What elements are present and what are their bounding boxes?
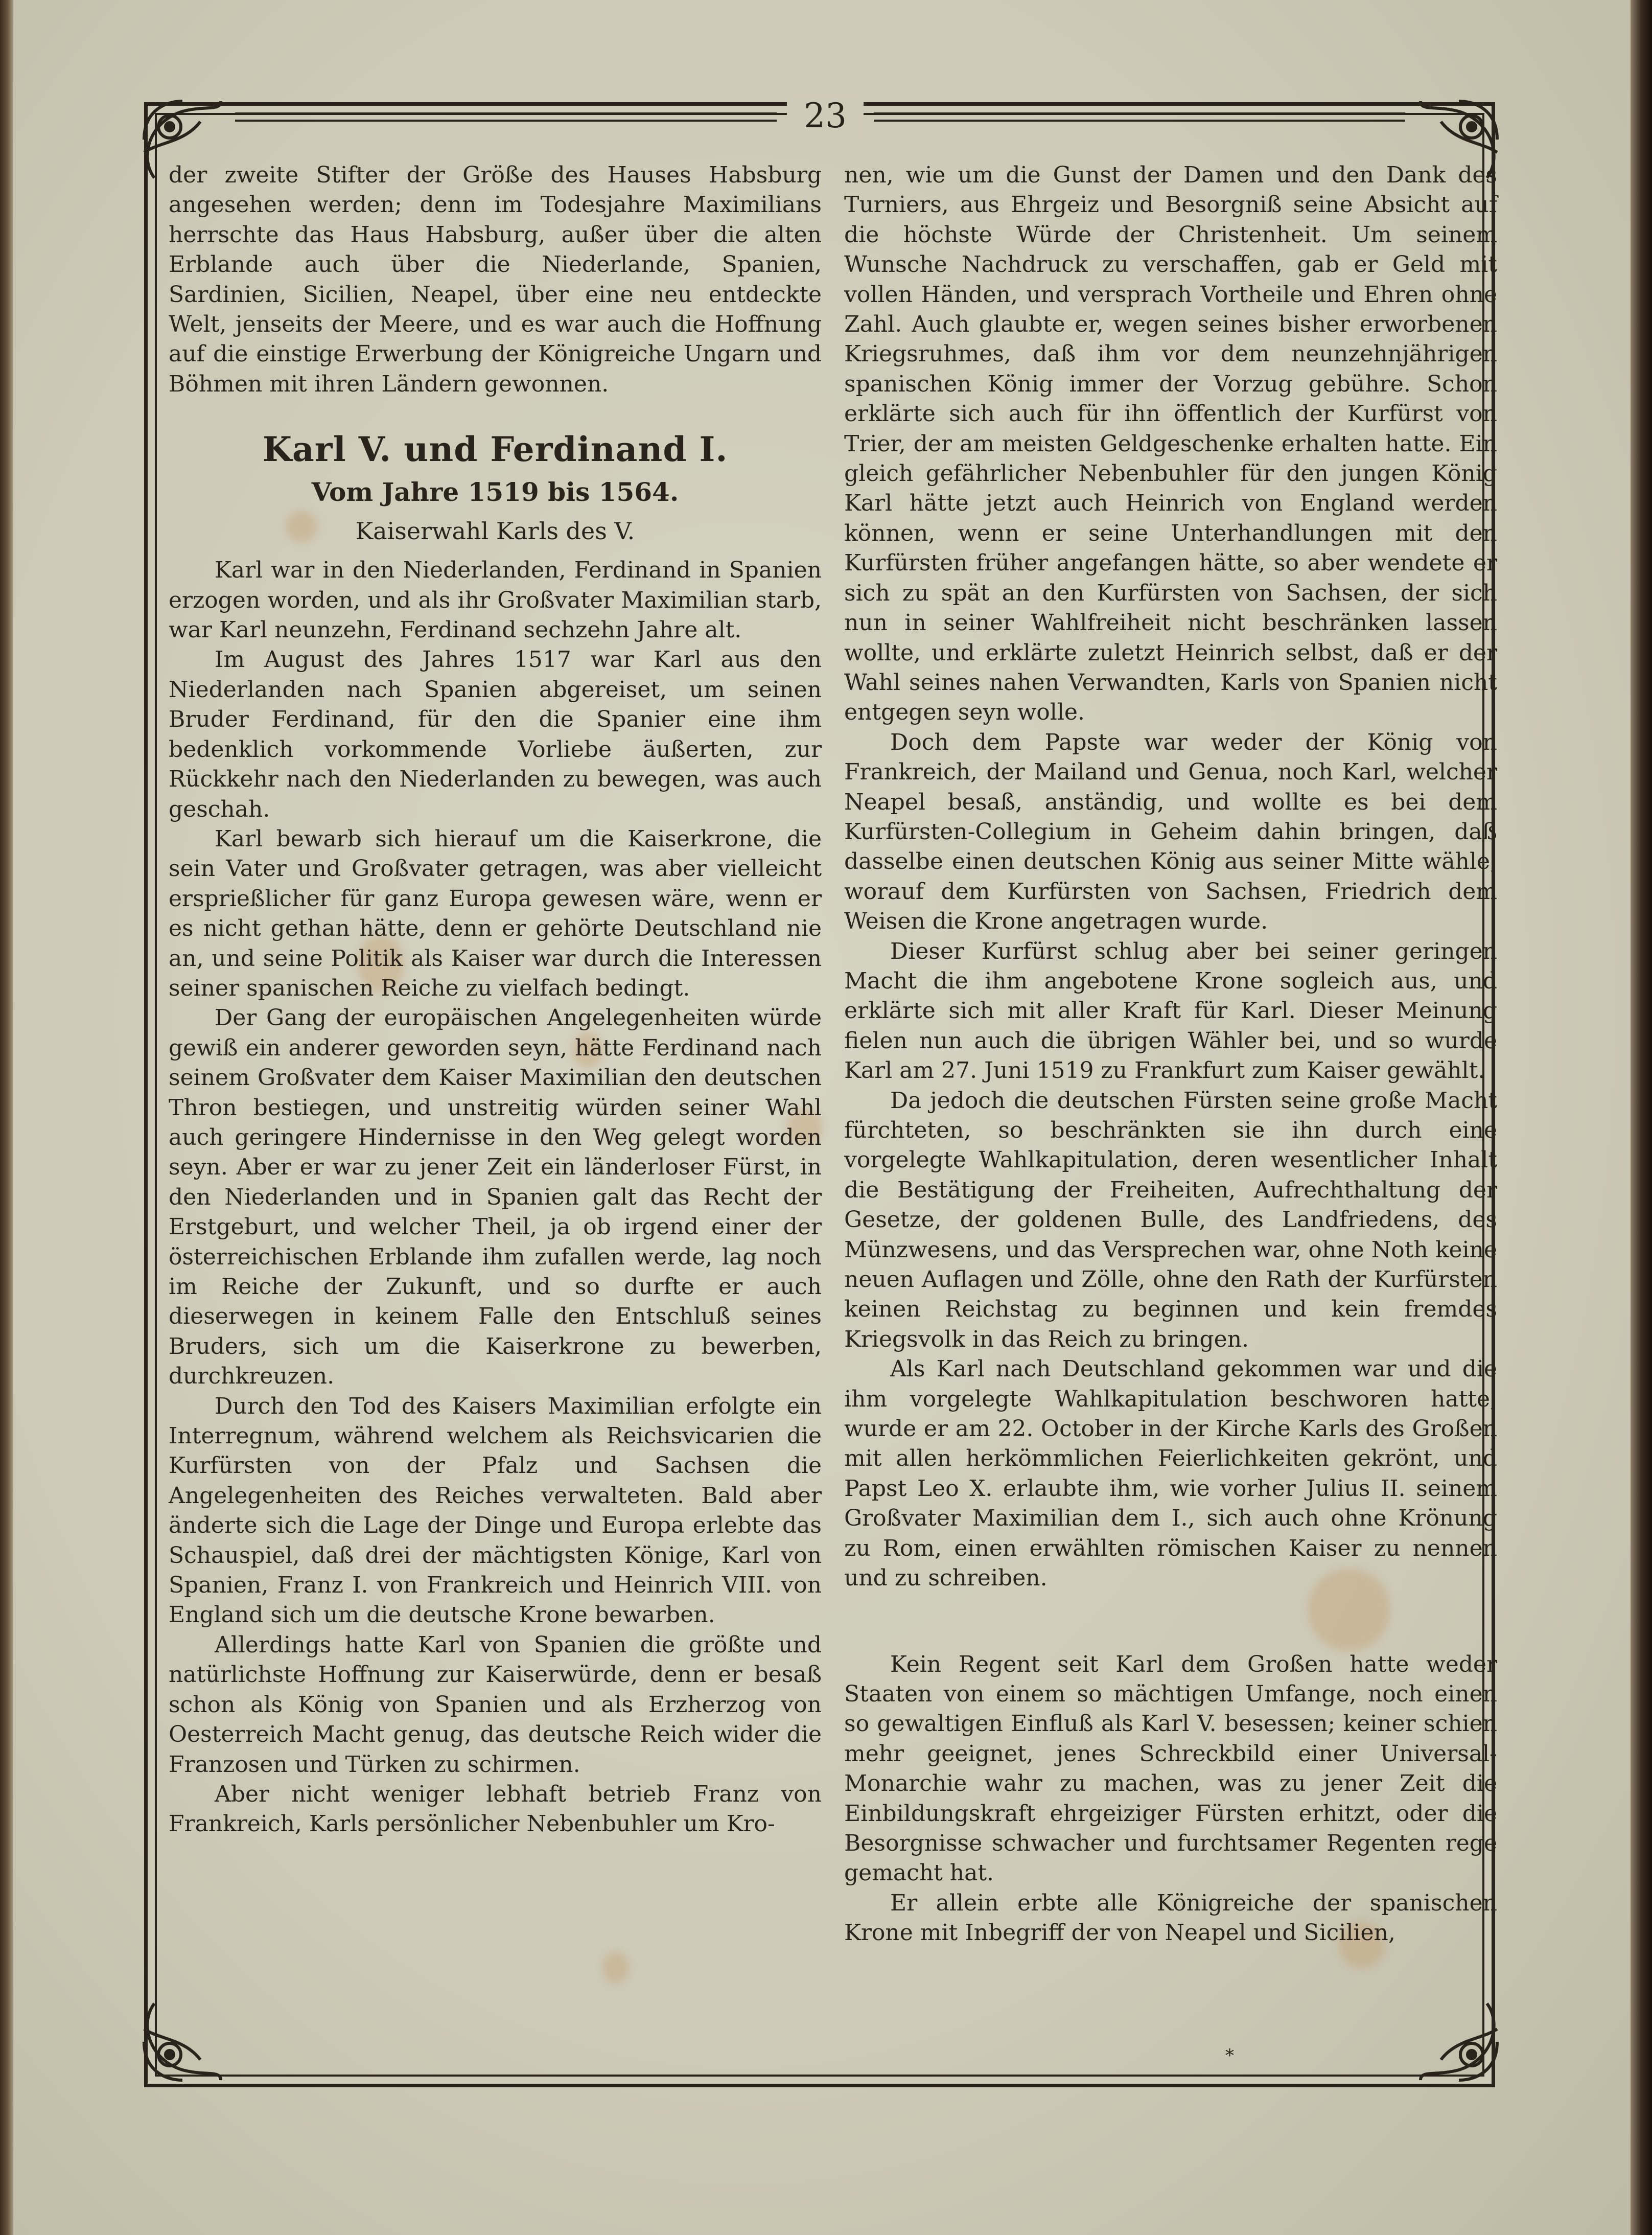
paragraph: Durch den Tod des Kaisers Maximilian erfolgte ein Interregnum, während welchem als Reichsvicarien die Kurfürsten von der Pfalz und Sachsen die Angelegenheiten des Reiches verwalteten. Bald aber änderte sich die Lage der Dinge und Europa erlebte das Schauspiel, daß drei der mächtigsten Könige, Karl von Spanien, Franz I. von Frankreich und Heinrich VIII. von England sich um die deutsche Krone bewarben.: [169, 1393, 822, 1628]
corner-ornament-icon: [1410, 1993, 1507, 2090]
page-number: 23: [787, 93, 864, 139]
chapter-heading: Karl V. und Ferdinand I.: [262, 429, 728, 470]
right-column: [844, 160, 1497, 1948]
header-rule-left: [235, 112, 777, 114]
paragraph: Kein Regent seit Karl dem Großen hatte weder Staaten von einem so mächtigen Umfange, noch einen so gewaltigen Einfluß als Karl V. besessen; keiner schien mehr geeignet, jenes Schreckbild einer Universal-Monarchie wahr zu machen, was zu jener Zeit die Einbildungskraft ehrgeiziger Fürsten erhitzt, oder die Besorgnisse schwacher und furchtsamer Regenten rege gemacht hat.: [844, 1651, 1497, 1886]
header-rule-left: [235, 120, 777, 122]
paragraph: Der Gang der europäischen Angelegenheiten würde gewiß ein anderer geworden seyn, hätte Ferdinand nach seinem Großvater dem Kaiser Maximilian den deutschen Thron bestiegen, und unstreitig würden seiner Wahl auch geringere Hindernisse in den Weg gelegt worden seyn. Aber er war zu jener Zeit ein länderloser Fürst, in den Niederlanden und in Spanien galt das Recht der Erstgeburt, und welcher Theil, ja ob irgend einer der österreichischen Erblande ihm zufallen werde, lag noch im Reiche der Zukunft, und so durfte er auch dieserwegen in keinem Falle den Entschluß seines Bruders, sich um die Kaiserkrone zu bewerben, durchkreuzen.: [169, 1005, 822, 1390]
paragraph: Im August des Jahres 1517 war Karl aus den Niederlanden nach Spanien abgereiset, um seinen Bruder Ferdinand, für den die Spanier eine ihm bedenklich vorkommende Vorliebe äußerten, zur Rückkehr nach den Niederlanden zu bewegen, was auch geschah.: [169, 647, 822, 822]
paragraph: Da jedoch die deutschen Fürsten seine große Macht fürchteten, so beschränkten sie ihn durch eine vorgelegte Wahlkapitulation, deren wesentlicher Inhalt die Bestätigung der Freiheiten, Aufrechthaltung der Gesetze, der goldenen Bulle, des Landfriedens, des Münzwesens, und das Versprechen war, ohne Noth keine neuen Auflagen und Zölle, ohne den Rath der Kurfürsten keinen Reichstag zu beginnen und kein fremdes Kriegsvolk in das Reich zu bringen.: [844, 1087, 1497, 1352]
intro-paragraph: der zweite Stifter der Größe des Hauses Habsburg angesehen werden; denn im Todesjahre Maximilians herrschte das Haus Habsburg, außer über die alten Erblande auch über die Niederlande, Spanien, Sardinien, Sicilien, Neapel, über eine neu entdeckte Welt, jenseits der Meere, und es war auch die Hoffnung auf die einstige Erwerbung der Königreiche Ungarn und Böhmen mit ihren Ländern gewonnen.: [169, 162, 822, 397]
paragraph: Er allein erbte alle Königreiche der spanischen Krone mit Inbegriff der von Neapel und Sicilien,: [844, 1890, 1497, 1946]
binding-shadow-left: [0, 0, 13, 2235]
paragraph: Karl war in den Niederlanden, Ferdinand in Spanien erzogen worden, und als ihr Großvater Maximilian starb, war Karl neunzehn, Ferdinand sechzehn Jahre alt.: [169, 557, 822, 643]
paragraph: nen, wie um die Gunst der Damen und den Dank des Turniers, aus Ehrgeiz und Besorgniß seine Absicht auf die höchste Würde der Christenheit. Um seinem Wunsche Nachdruck zu verschaffen, gab er Geld mit vollen Händen, und versprach Vortheile und Ehren ohne Zahl. Auch glaubte er, wegen seines bisher erworbenen Kriegsruhmes, daß ihm vor dem neunzehnjährigen spanischen König immer der Vorzug gebühre. Schon erklärte sich auch für ihn öffentlich der Kurfürst von Trier, der am meisten Geldgeschenke erhalten hatte. Ein gleich gefährlicher Nebenbuhler für den jungen König Karl hätte jetzt auch Heinrich von England werden können, wenn er seine Unterhandlungen mit den Kurfürsten früher angefangen hätte, so aber wendete er sich zu spät an den Kurfürsten von Sachsen, der sich nun in seiner Wahlfreiheit nicht beschränken lassen wollte, und erklärte zuletzt Heinrich selbst, daß er der Wahl seines nahen Verwandten, Karls von Spanien nicht entgegen seyn wolle.: [844, 162, 1497, 726]
section-break: [844, 1594, 1497, 1650]
paragraph: Als Karl nach Deutschland gekommen war und die ihm vorgelegte Wahlkapitulation beschworen hatte, wurde er am 22. October in der Kirche Karls des Großen mit allen herkömmlichen Feierlichkeiten gekrönt, und Papst Leo X. erlaubte ihm, wie vorher Julius II. seinem Großvater Maximilian dem I., sich auch ohne Krönung zu Rom, einen erwählten römischen Kaiser zu nennen und zu schreiben.: [844, 1356, 1497, 1592]
section-title: Kaiserwahl Karls des V.: [355, 517, 635, 545]
header-rule-right: [874, 112, 1405, 114]
paragraph: Aber nicht weniger lebhaft betrieb Franz von Frankreich, Karls persönlicher Nebenbuhler um Kro-: [169, 1781, 822, 1837]
page-edge-right: [1631, 0, 1652, 2235]
paragraph: Dieser Kurfürst schlug aber bei seiner geringen Macht die ihm angebotene Krone sogleich aus, und erklärte sich mit aller Kraft für Karl. Dieser Meinung fielen nun auch die übrigen Wähler bei, und so wurde Karl am 27. Juni 1519 zu Frankfurt zum Kaiser gewählt.: [844, 938, 1497, 1084]
paragraph: Karl bewarb sich hierauf um die Kaiserkrone, die sein Vater und Großvater getragen, was aber vielleicht ersprießlicher für ganz Europa gewesen wäre, wenn er es nicht gethan hätte, denn er gehörte Deutschland nie an, und seine Politik als Kaiser war durch die Interessen seiner spanischen Reiche zu vielfach bedingt.: [169, 825, 822, 1001]
chapter-dates: Vom Jahre 1519 bis 1564.: [311, 477, 679, 508]
corner-ornament-icon: [134, 1993, 231, 2090]
left-column: [169, 160, 822, 1839]
header-rule-right: [874, 120, 1405, 122]
signature-mark: *: [1225, 2045, 1234, 2066]
paragraph: Doch dem Papste war weder der König von Frankreich, der Mailand und Genua, noch Karl, welcher Neapel besaß, anständig, und wollte es bei dem Kurfürsten-Collegium in Geheim dahin bringen, daß dasselbe einen deutschen König aus seiner Mitte wähle, worauf dem Kurfürsten von Sachsen, Friedrich dem Weisen die Krone angetragen wurde.: [844, 729, 1497, 935]
paragraph: Allerdings hatte Karl von Spanien die größte und natürlichste Hoffnung zur Kaiserwürde, denn er besaß schon als König von Spanien und als Erzherzog von Oesterreich Macht genug, das deutsche Reich wider die Franzosen und Türken zu schirmen.: [169, 1631, 822, 1778]
